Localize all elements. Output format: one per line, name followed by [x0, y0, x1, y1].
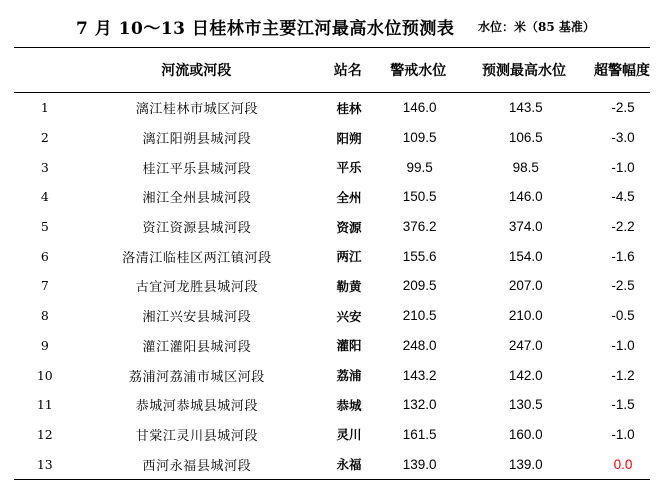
row-warning-level: 146.0	[402, 100, 437, 116]
row-predicted-level: 142.0	[508, 367, 543, 383]
row-predicted-level: 106.5	[508, 130, 543, 146]
row-river: 恭城河恭城县城河段	[135, 399, 259, 415]
row-exceed-margin: 0.0	[613, 456, 633, 472]
row-exceed-margin: -2.2	[611, 219, 635, 235]
header-exceed-margin: 超警幅度	[594, 63, 651, 79]
row-predicted-level: 210.0	[508, 308, 543, 324]
table-row	[14, 420, 650, 450]
row-warning-level: 143.2	[402, 367, 437, 383]
table-body	[14, 93, 650, 479]
table-row	[14, 360, 650, 390]
table-row	[14, 331, 650, 361]
unit-note: 水位：米（85 基准）	[478, 20, 595, 34]
table-row	[14, 271, 650, 301]
row-river: 荔浦河荔浦市城区河段	[128, 369, 265, 385]
row-index: 6	[40, 248, 49, 264]
row-exceed-margin: -2.5	[611, 278, 635, 294]
row-warning-level: 132.0	[402, 397, 437, 413]
table-row	[14, 390, 650, 420]
table-row	[14, 123, 650, 153]
row-station: 资源	[336, 219, 362, 235]
row-exceed-margin: -1.6	[611, 248, 635, 264]
page-title: 7 月 10～13 日桂林市主要江河最高水位预测表	[76, 19, 455, 39]
row-station: 勒黄	[336, 278, 362, 294]
header-predicted-level: 预测最高水位	[481, 63, 566, 79]
row-river: 古宜河龙胜县城河段	[135, 280, 259, 296]
row-station: 荔浦	[336, 368, 362, 384]
row-exceed-margin: -1.0	[611, 159, 635, 175]
row-river: 灌江灌阳县城河段	[142, 339, 252, 355]
row-predicted-level: 160.0	[508, 426, 543, 442]
row-station: 平乐	[336, 160, 362, 176]
row-river: 湘江兴安县城河段	[142, 310, 252, 326]
row-index: 13	[36, 456, 53, 472]
row-river: 资江资源县城河段	[142, 221, 252, 237]
row-index: 4	[40, 189, 49, 205]
row-warning-level: 99.5	[406, 159, 433, 175]
row-station: 灵川	[336, 427, 362, 443]
row-index: 5	[40, 219, 49, 235]
row-predicted-level: 374.0	[508, 219, 543, 235]
row-predicted-level: 143.5	[508, 100, 543, 116]
table-row	[14, 241, 650, 271]
row-warning-level: 209.5	[402, 278, 437, 294]
row-exceed-margin: -1.0	[611, 426, 635, 442]
row-warning-level: 161.5	[402, 426, 437, 442]
row-warning-level: 155.6	[402, 248, 437, 264]
table-row	[14, 182, 650, 212]
row-warning-level: 210.5	[402, 308, 437, 324]
row-station: 阳朔	[336, 130, 362, 146]
table-row	[14, 93, 650, 123]
row-index: 11	[36, 397, 53, 413]
row-warning-level: 139.0	[402, 456, 437, 472]
row-index: 12	[36, 426, 53, 442]
row-station: 两江	[336, 249, 362, 265]
row-river: 西河永福县城河段	[142, 458, 252, 474]
row-exceed-margin: -1.5	[611, 397, 635, 413]
row-index: 8	[40, 308, 49, 324]
row-exceed-margin: -1.2	[611, 367, 635, 383]
row-predicted-level: 139.0	[508, 456, 543, 472]
row-index: 2	[40, 130, 49, 146]
row-exceed-margin: -2.5	[611, 100, 635, 116]
table-row	[14, 449, 650, 479]
row-station: 兴安	[336, 308, 362, 324]
row-warning-level: 376.2	[402, 219, 437, 235]
table-row	[14, 212, 650, 242]
water-level-table	[14, 47, 650, 480]
row-warning-level: 109.5	[402, 130, 437, 146]
row-exceed-margin: -3.0	[611, 130, 635, 146]
header-warning-level: 警戒水位	[390, 63, 447, 79]
row-river: 湘江全州县城河段	[142, 191, 252, 207]
row-station: 灌阳	[336, 338, 362, 354]
row-exceed-margin: -0.5	[611, 308, 635, 324]
row-river: 桂江平乐县城河段	[142, 161, 252, 177]
row-station: 恭城	[336, 397, 362, 413]
header-station: 站名	[333, 63, 362, 79]
header-river: 河流或河段	[161, 63, 232, 79]
title-row	[0, 10, 664, 40]
row-index: 10	[36, 367, 53, 383]
table-row	[14, 152, 650, 182]
row-river: 洛清江临桂区两江镇河段	[122, 250, 272, 266]
row-predicted-level: 207.0	[508, 278, 543, 294]
row-index: 1	[40, 100, 49, 116]
row-exceed-margin: -4.5	[611, 189, 635, 205]
row-exceed-margin: -1.0	[611, 337, 635, 353]
row-predicted-level: 98.5	[512, 159, 539, 175]
row-warning-level: 248.0	[402, 337, 437, 353]
row-river: 漓江阳朔县城河段	[142, 132, 252, 148]
row-warning-level: 150.5	[402, 189, 437, 205]
row-index: 7	[40, 278, 49, 294]
row-index: 9	[40, 337, 49, 353]
table-header-row	[14, 48, 650, 93]
row-station: 桂林	[336, 100, 362, 116]
row-predicted-level: 130.5	[508, 397, 543, 413]
table-row	[14, 301, 650, 331]
row-predicted-level: 154.0	[508, 248, 543, 264]
row-river: 甘棠江灵川县城河段	[135, 428, 259, 444]
row-predicted-level: 146.0	[508, 189, 543, 205]
row-river: 漓江桂林市城区河段	[135, 102, 259, 118]
row-station: 永福	[336, 457, 362, 473]
row-index: 3	[40, 159, 49, 175]
row-predicted-level: 247.0	[508, 337, 543, 353]
row-station: 全州	[336, 189, 362, 205]
